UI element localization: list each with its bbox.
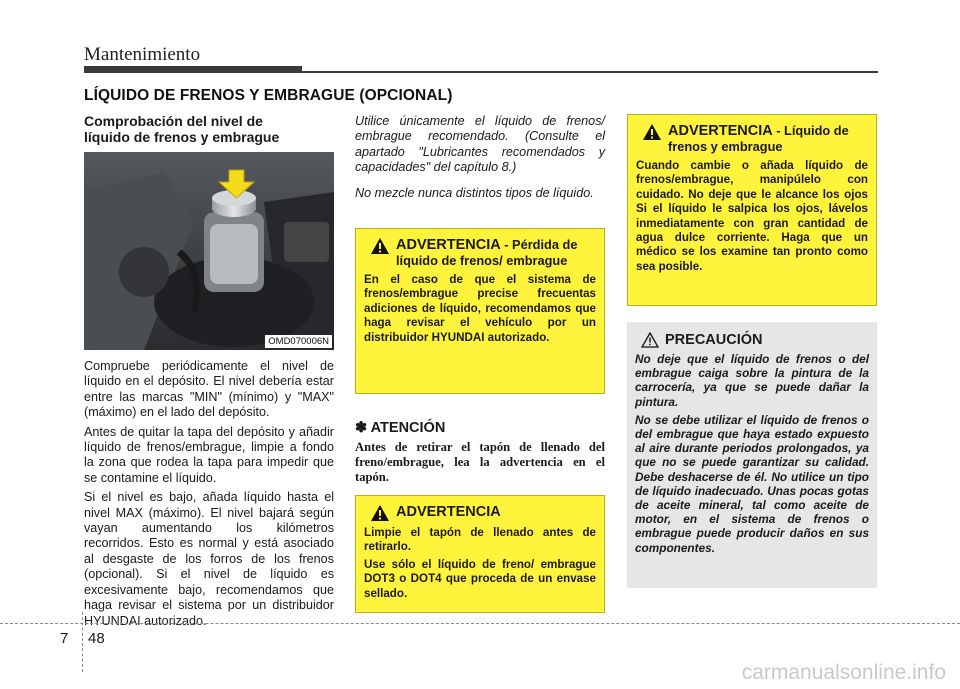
section-title: LÍQUIDO DE FRENOS Y EMBRAGUE (OPCIONAL) (84, 87, 453, 104)
warning-box-fluid-loss (355, 228, 605, 394)
subsection-heading-line2: líquido de frenos y embrague (84, 129, 280, 145)
warning-box-cap (355, 495, 605, 613)
col2-italic-notes (355, 114, 605, 211)
chapter-number: 7 (60, 630, 69, 647)
paragraph: Utilice únicamente el líquido de frenos/ embrague recomendado. (Consulte el apartado "Lubricantes recomendados y capacidades" del capítulo 8.) (355, 114, 605, 175)
warning-text (364, 526, 596, 601)
warning-subtitle: - Pérdida de líquido de frenos/ embrague (396, 237, 578, 268)
warning-triangle-icon (642, 123, 662, 141)
footer-vertical-divider (82, 612, 83, 672)
paragraph: Compruebe periódicamente el nivel de líquido en el depósito. El nivel debería estar entre las marcas "MIN" (mínimo) y "MAX" (máximo) en el lado del depósito. (84, 359, 334, 420)
atencion-label: ATENCIÓN (370, 420, 446, 436)
page-header-title: Mantenimiento (84, 44, 201, 65)
warning-label: ADVERTENCIA (668, 123, 773, 139)
caution-label: PRECAUCIÓN (665, 332, 763, 348)
warning-heading (636, 123, 868, 155)
paragraph: Limpie el tapón de llenado antes de retirarlo. (364, 526, 596, 554)
warning-box-fluid-handling (627, 114, 877, 306)
paragraph: Use sólo el líquido de freno/ embrague DOT3 o DOT4 que proceda de un envase sellado. (364, 557, 596, 600)
warning-heading (364, 237, 596, 269)
header-rule-thick (84, 66, 302, 73)
warning-heading (364, 504, 596, 522)
subsection-heading (84, 113, 334, 145)
caution-text (635, 352, 869, 555)
engine-bay-illustration (84, 152, 334, 350)
warning-text: En el caso de que el sistema de frenos/embrague precise frecuentas adiciones de líquido, recomendamos que haga revisar el vehículo por un distribuidor HYUNDAI autorizado. (364, 273, 596, 344)
warning-triangle-icon (370, 237, 390, 255)
paragraph: Si el nivel es bajo, añada líquido hasta el nivel MAX (máximo). El nivel bajará según vayan aumentando los kilómetros recorridos. Esto es normal y está asociado al desgaste de los forros de los frenos (opcional). Si el nivel de líquido es excesivamente bajo, recomendamos que haga revisar el sistema por un distribuidor HYUNDAI autorizado. (84, 490, 334, 628)
paragraph: Antes de quitar la tapa del depósito y añadir líquido de frenos/embrague, limpie a fondo la zona que rodea la tapa para impedir que se contamine el líquido. (84, 424, 334, 485)
warning-triangle-icon (370, 504, 390, 522)
caution-box (627, 322, 877, 588)
footer-divider (0, 623, 960, 624)
page-number: 48 (88, 630, 105, 647)
subsection-heading-line1: Comprobación del nivel de (84, 113, 263, 129)
watermark: carmanualsonline.info (741, 661, 946, 684)
warning-subtitle: - Líquido de frenos y embrague (668, 123, 849, 154)
paragraph: No se debe utilizar el líquido de frenos o del embrague que haya estado expuesto al aire durante periodos prolongados, ya que no se puede garantizar su calidad. Debe deshacerse de él. No utilice un tipo de líquido inadecuado. Unas pocas gotas de aceite mineral, tal como aceite de motor, en el sistema de frenos o embrague puede producir daños en sus componentes. (635, 412, 869, 555)
brake-reservoir-photo (84, 152, 334, 350)
atencion-heading (355, 420, 445, 436)
col1-body (84, 359, 334, 633)
paragraph: No deje que el líquido de frenos o del embrague caiga sobre la pintura de la carrocería, ya que se puede dañar la pintura. (635, 352, 869, 409)
paragraph: No mezcle nunca distintos tipos de líquido. (355, 185, 594, 200)
warning-label: ADVERTENCIA (396, 237, 501, 253)
warning-text: Cuando cambie o añada líquido de frenos/embrague, manipúlelo con cuidado. No deje que le alcance los ojos Si el líquido le salpica los ojos, lávelos inmediatamente con gran cantidad de agua dulce corriente. Haga que un médico se los examine tan pronto como sea posible. (636, 159, 868, 273)
atencion-symbol-icon: ✽ (355, 420, 368, 436)
caution-heading (635, 332, 869, 348)
atencion-text: Antes de retirar el tapón de llenado del freno/embrague, lea la advertencia en el tapón. (355, 440, 605, 484)
header-rule-thin (302, 71, 878, 73)
caution-triangle-icon (641, 332, 659, 348)
warning-label: ADVERTENCIA (396, 504, 501, 520)
photo-caption: OMD070006N (265, 335, 332, 348)
